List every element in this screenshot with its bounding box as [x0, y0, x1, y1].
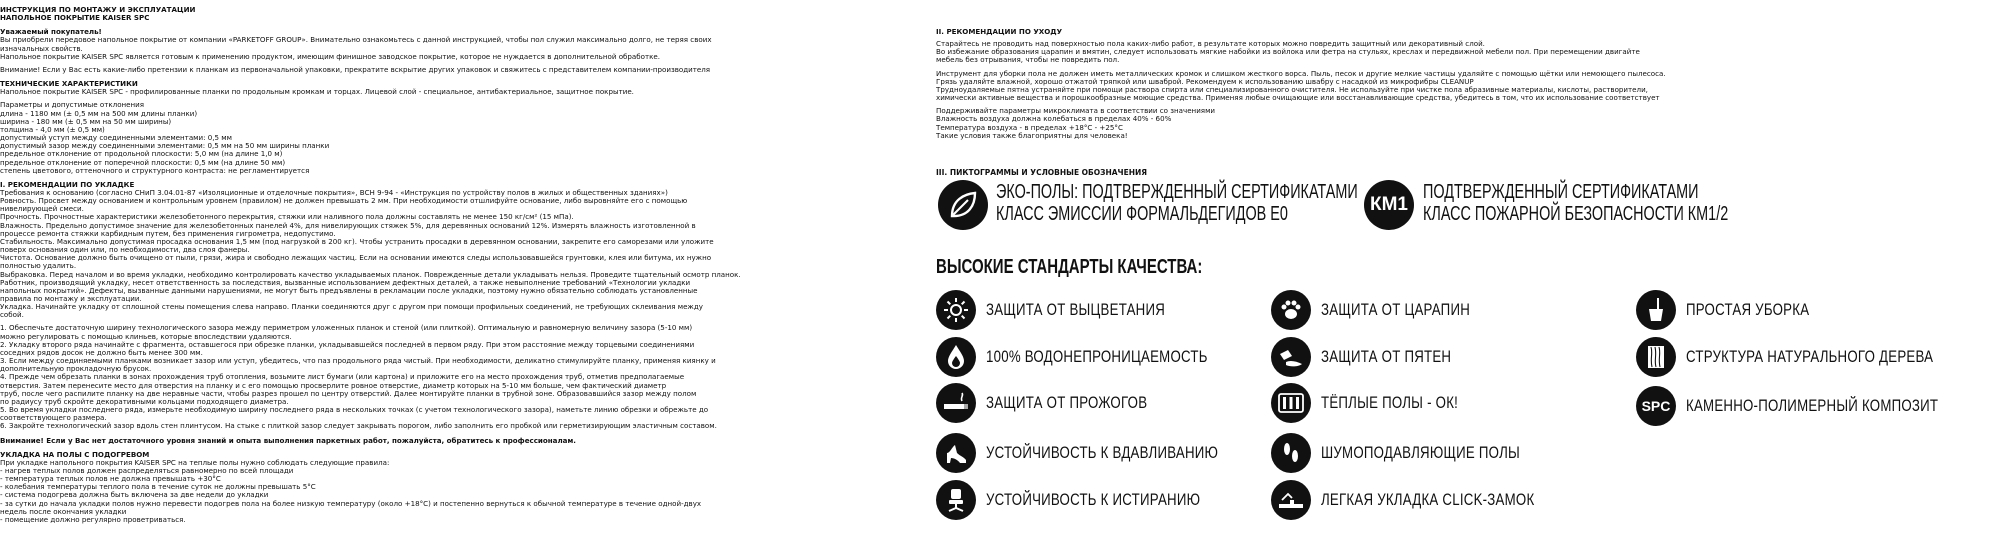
text-line: предельное отклонение от поперечной плоскости: 0,5 мм (на длине 50 мм)	[0, 158, 286, 167]
text-line: длина - 1180 мм (± 0,5 мм на 500 мм длины планки)	[0, 109, 198, 118]
text-line: Влажность воздуха должна колебаться в пределах 40% - 60%	[936, 115, 1172, 124]
text-line: мебель без отрывания, чтобы не повредить пол.	[936, 56, 1120, 65]
text-line: 3. Если между соединяемыми планками возникает зазор или уступ, убедитесь, что паз продольного ряда чистый. При необходимости, деликатно стимулируйте планку, применяя киянку и	[0, 357, 716, 366]
spc-badge-text: SPC	[1641, 398, 1671, 414]
km-cert-text	[1423, 181, 1728, 225]
text-line: правила по монтажу и эксплуатации.	[0, 295, 142, 303]
eco-cert-line2: КЛАСС ЭМИССИИ ФОРМАЛЬДЕГИДОВ Е0	[996, 203, 1288, 225]
feature-label: УСТОЙЧИВОСТЬ К ИСТИРАНИЮ	[986, 490, 1201, 509]
laying-block	[0, 189, 950, 431]
text-line: Параметры и допустимые отклонения	[0, 101, 145, 110]
text-line: Чистота. Основание должно быть очищено от пыли, грязи, жира и свободно лежащих частиц. Если на основании имеются следы использовавшейся грунтовки, клея или битума, их нужно	[0, 254, 712, 263]
text-line: Работник, производящий укладку, несет ответственность за последствия, вызванные использованием дефектных деталей, а также невыполнение требований «Технологии укладки	[0, 278, 691, 287]
feature-label: ЗАЩИТА ОТ ЦАРАПИН	[1321, 300, 1471, 319]
text-line: 5. Во время укладки последнего ряда, измерьте необходимую ширину последнего ряда в нескольких точках (с учетом технологического зазора), наметьте линию обрезки и обрежьте до	[0, 406, 709, 415]
text-line: изначальных свойств.	[0, 44, 83, 53]
text-line: Внимание! Если у Вас есть какие-либо претензии к планкам из первоначальной упаковки, прекратите вскрытие других упаковок и свяжитесь с представителем компании-производителя	[0, 65, 711, 74]
text-line: дополнительную прокладочную брусок.	[0, 365, 152, 374]
text-line: Грязь удаляйте влажной, хорошо отжатой тряпкой или шваброй. Рекомендуем к использованию швабру с насадкой из микрофибры CLEANUP	[936, 77, 1474, 86]
care-section	[936, 28, 2000, 140]
text-line: Температура воздуха - в пределах +18°С - +25°С	[936, 123, 1123, 132]
sun-icon	[936, 290, 976, 330]
text-line: Поддерживайте параметры микроклимата в соответствии со значениями	[936, 107, 1216, 116]
km1-badge-icon	[1364, 180, 1414, 230]
text-line: Прочность. Прочностные характеристики железобетонного перекрытия, стяжки или наливного пола должны составлять не менее 150 кг/см² (15 мПа).	[0, 213, 574, 222]
text-line: по радиусу труб скройте декоративными кольцами подходящего диаметра.	[0, 397, 289, 406]
wood-grain-icon	[1636, 337, 1676, 377]
text-line: толщина - 4,0 мм (± 0,5 мм)	[0, 125, 105, 134]
text-line: Инструмент для уборки пола не должен иметь металлических кромок и слишком жесткого ворса. Пыль, песок и другие мелкие частицы удаляйте с помощью щётки или немоющего пылесоса.	[936, 69, 1666, 78]
text-line: Влажность. Предельно допустимое значение для железобетонных панелей 4%, для нивелирующих стяжек 5%, для деревянных оснований 12%. Измерять влажность изготовленной в	[0, 221, 696, 230]
feature-label: ЛЕГКАЯ УКЛАДКА CLICK-ЗАМОК	[1321, 490, 1535, 509]
text-line: можно регулировать с помощью клиньев, которые впоследствии удаляются.	[0, 332, 292, 341]
text-line: допустимый уступ между соединенными элементами: 0,5 мм	[0, 134, 233, 143]
text-line: Ровность. Просвет между основанием и контрольным уровнем (правилом) не должен превышать 2 мм. При необходимости отшлифуйте основание, либо выровняйте его с помощью	[0, 197, 688, 206]
text-line: собой.	[0, 311, 24, 320]
text-line: Требования к основанию (согласно СНиП 3.04.01-87 «Изоляционные и отделочные покрытия», ВСН 9-94 - «Инструкция по устройству полов в жилых и общественных зданиях»)	[0, 188, 668, 197]
feature-label: ЗАЩИТА ОТ ПРОЖОГОВ	[986, 393, 1148, 412]
paw-icon	[1271, 290, 1311, 330]
text-line: - за сутки до начала укладки полов нужно перевести подогрев пола на более низкую температуру (около +18°С) и постепенно вернуться к обычной температуре в течение одной-двух	[0, 499, 702, 508]
km1-badge-text: КМ1	[1370, 194, 1408, 215]
feature-label: ПРОСТАЯ УБОРКА	[1686, 300, 1810, 319]
text-line: Трудноудаляемые пятна устраняйте при помощи раствора спирта или специализированного очистителя. Не используйте при чистке пола абразивные материалы, кислоты, растворители,	[936, 85, 1648, 94]
text-line: допустимый зазор между соединенными элементами: 0,5 мм на 50 мм ширины планки	[0, 142, 330, 151]
mop-bucket-icon	[1636, 290, 1676, 330]
heated-floor-block	[0, 459, 950, 524]
km-cert-line1: ПОДТВЕРЖДЕННЫЙ СЕРТИФИКАТАМИ	[1423, 181, 1699, 203]
text-line: - температура теплых полов не должна превышать +30°С	[0, 475, 221, 484]
doc-title: ИНСТРУКЦИЯ ПО МОНТАЖУ И ЭКСПЛУАТАЦИИ	[0, 6, 196, 14]
text-line: Такие условия также благоприятны для человека!	[936, 131, 1128, 140]
text-line: нивелирующей смеси.	[0, 205, 84, 214]
text-line: отверстия. Затем перенесите место для отверстия на планку и с его помощью просверлите ровное отверстие, диаметр которых на 5-10 мм больше, чем фактический диаметр	[0, 381, 667, 390]
office-chair-icon	[936, 480, 976, 520]
care-heading: II. РЕКОМЕНДАЦИИ ПО УХОДУ	[936, 28, 1063, 36]
radiator-icon	[1271, 383, 1311, 423]
feature-label: ТЁПЛЫЕ ПОЛЫ - ОК!	[1321, 393, 1459, 412]
text-line: Выбраковка. Перед началом и во время укладки, необходимо контролировать качество укладываемых планок. Поврежденные детали укладывать нельзя. Проведите тщательный осмотр планок.	[0, 270, 741, 279]
text-line: Напольное покрытие KAISER SPC - профилированные планки по продольным кромкам и торцах. Лицевой слой - специальное, антибактериальное, защитное покрытие.	[0, 88, 634, 97]
text-line: Во избежание образования царапин и вмятин, следует использовать мягкие набойки из войлока или фетра на стульях, креслах и передвижной мебели пол. При перемещении двигайте	[936, 48, 1640, 57]
heel-shoe-icon	[936, 433, 976, 473]
warning-text: Внимание! Если у Вас нет достаточного уровня знаний и опыта выполнения паркетных работ, пожалуйста, обратитесь к профессионалам.	[0, 436, 576, 445]
text-line: предельное отклонение от продольной плоскости: 5,0 мм (на длине 1,0 м)	[0, 150, 283, 159]
text-line: химически активные вещества и порошкообразные моющие средства. Применяя любые очищающие или восстанавливающие средства, убедитесь в том, что их использование соответствует	[936, 94, 1660, 103]
greeting-heading: Уважаемый покупатель!	[0, 28, 102, 37]
doc-subtitle: НАПОЛЬНОЕ ПОКРЫТИЕ KAISER SPC	[0, 14, 150, 23]
text-line: процессе ремонта стяжки карбидным путем, без применения гигрометра, недопустимо.	[0, 229, 336, 238]
text-line: - колебания температуры теплого пола в течение суток не должны превышать 5°С	[0, 483, 316, 492]
feature-label: КАМЕННО-ПОЛИМЕРНЫЙ КОМПОЗИТ	[1686, 396, 1939, 415]
tech-block	[0, 88, 950, 175]
spill-icon	[1271, 337, 1311, 377]
text-line: При укладке напольного покрытия KAISER SPC на теплые полы нужно соблюдать следующие правила:	[0, 458, 390, 467]
care-block	[936, 40, 2000, 140]
water-drop-icon	[936, 337, 976, 377]
quality-standards-heading: ВЫСОКИЕ СТАНДАРТЫ КАЧЕСТВА:	[936, 256, 1203, 278]
text-line: - система подогрева должна быть включена за две недели до укладки	[0, 491, 269, 500]
text-line: степень цветового, оттеночного и структурного контраста: не регламентируется	[0, 166, 310, 175]
tech-heading: ТЕХНИЧЕСКИЕ ХАРАКТЕРИСТИКИ	[0, 80, 138, 89]
text-line: - нагрев теплых полов должен распределяться равномерно по всей площади	[0, 466, 294, 475]
feature-label: УСТОЙЧИВОСТЬ К ВДАВЛИВАНИЮ	[986, 443, 1219, 462]
text-line: 2. Укладку второго ряда начинайте с фрагмента, оставшегося при обрезке планки, укладывавшейся последней в первом ряду. При этом расстояние между торцевыми соединениями	[0, 340, 695, 349]
feature-label: ЗАЩИТА ОТ ПЯТЕН	[1321, 347, 1452, 366]
heated-floor-heading: УКЛАДКА НА ПОЛЫ С ПОДОГРЕВОМ	[0, 450, 150, 459]
eco-cert-line1: ЭКО-ПОЛЫ: ПОДТВЕРЖДЕННЫЙ СЕРТИФИКАТАМИ	[996, 181, 1358, 203]
text-line: недель после окончания укладки	[0, 507, 127, 516]
cigarette-icon	[936, 383, 976, 423]
feature-label: 100% ВОДОНЕПРОНИЦАЕМОСТЬ	[986, 347, 1208, 366]
text-line: соседних рядов досок не должно быть менее 300 мм.	[0, 348, 203, 357]
text-line: ширина - 180 мм (± 0,5 мм на 50 мм ширины)	[0, 117, 172, 126]
footsteps-icon	[1271, 433, 1311, 473]
feature-label: ШУМОПОДАВЛЯЮЩИЕ ПОЛЫ	[1321, 443, 1520, 462]
text-line: 1. Обеспечьте достаточную ширину технологического зазора между периметром уложенных планок и стеной (или плиткой). Оптимальную и равномерную величину зазора (5-10 мм)	[0, 324, 693, 333]
km-cert-line2: КЛАСС ПОЖАРНОЙ БЕЗОПАСНОСТИ КМ1/2	[1423, 203, 1729, 225]
left-column	[0, 6, 950, 534]
text-line: полностью удалить.	[0, 262, 77, 271]
text-line: Стабильность. Максимально допустимая просадка основания 1,5 мм (под нагрузкой в 200 кг). Чтобы устранить просадки в деревянном основании, закрепите его саморезами или уложите	[0, 237, 714, 246]
text-line: Вы приобрели передовое напольное покрытие от компании «PARKETOFF GROUP». Внимательно ознакомьтесь с данной инструкцией, чтобы пол служил максимально долго, не теряя своих	[0, 36, 712, 45]
text-line: Старайтесь не проводить над поверхностью пола каких-либо работ, в результате которых можно повредить защитный или декоративный слой.	[936, 40, 1485, 49]
leaf-icon	[938, 180, 988, 230]
greeting-block	[0, 36, 950, 74]
pictograms-heading: III. ПИКТОГРАММЫ И УСЛОВНЫЕ ОБОЗНАЧЕНИЯ	[936, 168, 1148, 177]
feature-label: ЗАЩИТА ОТ ВЫЦВЕТАНИЯ	[986, 300, 1166, 319]
spc-icon	[1636, 386, 1676, 426]
eco-cert-text	[996, 181, 1358, 225]
text-line: - помещение должно регулярно проветриваться.	[0, 515, 186, 524]
text-line: Укладка. Начинайте укладку от сплошной стены помещения слева направо. Планки соединяются друг с другом при помощи профильных соединений, не требующих склеивания между	[0, 303, 703, 312]
text-line: 6. Закройте технологический зазор вдоль стен плинтусом. На стыке с плиткой зазор следует закрывать порогом, либо заполнить его пробкой или герметизирующим эластичным составом.	[0, 422, 717, 431]
feature-label: СТРУКТУРА НАТУРАЛЬНОГО ДЕРЕВА	[1686, 347, 1934, 366]
text-line: 4. Прежде чем обрезать планки в зонах прохождения труб отопления, возьмите лист бумаги (или картона) и приложите его на место прохождения труб, отметив предполагаемые	[0, 373, 685, 382]
right-column	[936, 28, 2000, 538]
click-lock-icon	[1271, 480, 1311, 520]
text-line: напольных покрытий». Дефекты, вызванные данными нарушениями, не могут быть предъявлены в рекламации после укладки, поэтому нужно обязательно соблюдать установленные	[0, 286, 698, 295]
text-line: соответствующего размера.	[0, 414, 107, 423]
text-line: поверх основания один или, по необходимости, два слоя фанеры.	[0, 246, 250, 255]
laying-heading: I. РЕКОМЕНДАЦИИ ПО УКЛАДКЕ	[0, 180, 135, 189]
text-line: Напольное покрытие KAISER SPC является готовым к применению продуктом, имеющим финишное заводское покрытие, которое не нуждается в дополнительной обработке.	[0, 52, 661, 61]
text-line: труб, после чего распилите планку на две неравные части, чтобы разрез прошел по центру отверстий. Далее монтируйте планки в трубной зоне. Образовавшийся зазор между полом	[0, 389, 697, 398]
